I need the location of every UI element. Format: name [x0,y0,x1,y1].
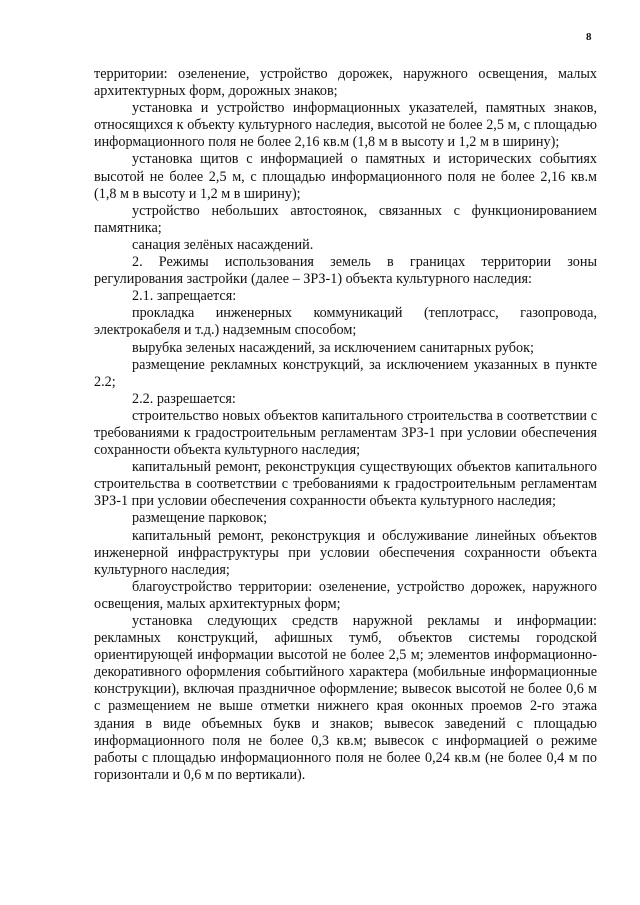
paragraph: установка следующих средств наружной рекламы и информации: рекламных конструкций, афишных тумб, объектов системы городской ориентирующей информации высотой не более 2,5 м; элементов информационно-декоративного оформления событийного характера (мобильные информационные конструкции), включая праздничное оформление; вывесок высотой не более 0,6 м с размещением не выше отметки нижнего края оконных проемов 2-го этажа здания в виде объемных букв и знаков; вывесок заведений с площадью информационного поля не более 0,3 кв.м; вывесок с информацией о режиме работы с площадью информационного поля не более 0,24 кв.м (не более 0,4 м по горизонтали и 0,6 м по вертикали). [94,613,597,783]
paragraph: строительство новых объектов капитального строительства в соответствии с требованиями к градостроительным регламентам ЗРЗ-1 при условии обеспечения сохранности объекта культурного наследия; [94,407,597,459]
paragraph: санация зелёных насаждений. [132,236,314,253]
paragraph: капитальный ремонт, реконструкция существующих объектов капитального строительства в соответствии с требованиями к градостроительным регламентам ЗРЗ-1 при условии обеспечения сохранности объекта культурного наследия; [94,459,597,510]
document-body [94,66,597,784]
paragraph: благоустройство территории: озеленение, устройство дорожек, наружного освещения, малых архитектурных форм; [94,578,597,612]
paragraph: капитальный ремонт, реконструкция и обслуживание линейных объектов инженерной инфраструктуры при условии обеспечения сохранности объекта культурного наследия; [94,527,597,578]
paragraph: размещение парковок; [132,510,268,527]
subsection-heading: 2.2. разрешается: [132,390,236,407]
paragraph: вырубка зеленых насаждений, за исключением санитарных рубок; [132,339,534,356]
paragraph: прокладка инженерных коммуникаций (теплотрасс, газопровода, электрокабеля и т.д.) надземным способом; [94,305,597,339]
page-number: 8 [586,31,592,43]
paragraph-continuation: территории: озеленение, устройство дорожек, наружного освещения, малых архитектурных форм, дорожных знаков; [94,66,597,100]
subsection-heading: 2.1. запрещается: [132,288,237,305]
paragraph: устройство небольших автостоянок, связанных с функционированием памятника; [94,202,597,236]
paragraph: размещение рекламных конструкций, за исключением указанных в пункте 2.2; [94,356,597,390]
paragraph: установка щитов с информацией о памятных и исторических событиях высотой не более 2,5 м, с площадью информационного поля не более 2,16 кв.м (1,8 м в высоту и 1,2 м в ширину); [94,151,597,202]
paragraph: установка и устройство информационных указателей, памятных знаков, относящихся к объекту культурного наследия, высотой не более 2,5 м, с площадью информационного поля не более 2,16 кв.м (1,8 м в высоту и 1,2 м в ширину); [94,100,597,151]
section-heading: 2. Режимы использования земель в границах территории зоны регулирования застройки (далее – ЗРЗ-1) объекта культурного наследия: [94,254,597,288]
